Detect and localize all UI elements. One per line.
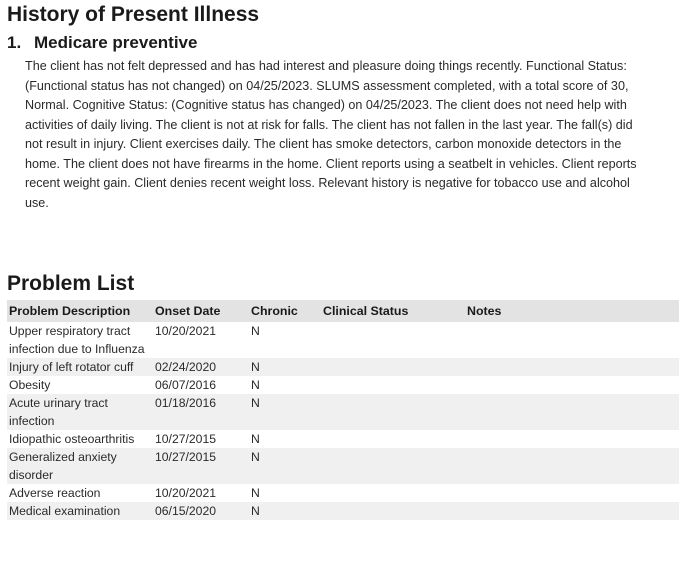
column-header-onset: Onset Date xyxy=(153,300,249,322)
chronic-flag: N xyxy=(251,324,260,338)
onset-date: 10/27/2015 xyxy=(155,432,216,446)
onset-date: 02/24/2020 xyxy=(153,358,249,376)
onset-date: 06/07/2016 xyxy=(155,378,216,392)
chronic-flag: N xyxy=(251,486,260,500)
problem-description: Medical examination xyxy=(7,502,153,520)
table-row xyxy=(7,394,679,430)
chronic-flag: N xyxy=(251,432,260,446)
problem-list-title: Problem List xyxy=(7,272,135,295)
chronic-flag: N xyxy=(249,394,321,430)
table-row xyxy=(7,448,679,484)
history-paragraph: The client has not felt depressed and has had interest and pleasure doing things recently. Functional Status: (Functional status has not changed) on 04/25/2023. SLUMS assessment completed, with a total score of 30, Normal. Cognitive Status: (Cognitive status has changed) on 04/25/2023. The client does not need help with activities of daily living. The client is not at risk for falls. The client has not fallen in the last year. The fall(s) did not result in injury. Client exercises daily. The client has smoke detectors, carbon monoxide detectors in the home. The client does not have firearms in the home. Client reports using a seatbelt in vehicles. Client reports recent weight gain. Client denies recent weight loss. Relevant history is negative for tobacco use and alcohol use. xyxy=(25,59,637,210)
notes xyxy=(465,376,679,394)
notes xyxy=(465,394,679,430)
section-title: Medicare preventive xyxy=(34,33,198,52)
onset-date: 10/20/2021 xyxy=(155,324,216,338)
table-row xyxy=(7,376,679,394)
notes xyxy=(465,484,679,502)
notes xyxy=(465,502,679,520)
clinical-status xyxy=(321,322,465,358)
table-row xyxy=(7,502,679,520)
chronic-flag: N xyxy=(249,448,321,484)
table-header-row xyxy=(7,300,679,322)
section-number: 1. xyxy=(7,33,22,52)
problem-description: Obesity xyxy=(9,378,51,392)
notes xyxy=(465,448,679,484)
clinical-status xyxy=(321,430,465,448)
problem-description: Idiopathic osteoarthritis xyxy=(9,432,135,446)
onset-date: 10/20/2021 xyxy=(155,486,216,500)
problem-description: Adverse reaction xyxy=(9,486,101,500)
table-row xyxy=(7,322,679,358)
clinical-status xyxy=(321,484,465,502)
column-header-description: Problem Description xyxy=(7,300,153,322)
clinical-status xyxy=(321,358,465,376)
clinical-status xyxy=(321,448,465,484)
notes xyxy=(465,358,679,376)
problem-description: Upper respiratory tract infection due to Influenza xyxy=(9,324,145,356)
section-heading xyxy=(7,33,197,53)
clinical-status xyxy=(321,502,465,520)
onset-date: 06/15/2020 xyxy=(153,502,249,520)
clinical-status xyxy=(321,376,465,394)
problem-table xyxy=(7,300,679,520)
table-row xyxy=(7,484,679,502)
notes xyxy=(465,430,679,448)
problem-description: Injury of left rotator cuff xyxy=(7,358,153,376)
chronic-flag: N xyxy=(249,358,321,376)
table-row xyxy=(7,430,679,448)
onset-date: 10/27/2015 xyxy=(153,448,249,484)
column-header-chronic: Chronic xyxy=(249,300,321,322)
column-header-notes: Notes xyxy=(465,300,679,322)
notes xyxy=(465,322,679,358)
column-header-status: Clinical Status xyxy=(321,300,465,322)
problem-description: Acute urinary tract infection xyxy=(7,394,153,430)
chronic-flag: N xyxy=(249,502,321,520)
table-row xyxy=(7,358,679,376)
onset-date: 01/18/2016 xyxy=(153,394,249,430)
history-title: History of Present Illness xyxy=(7,3,260,26)
clinical-status xyxy=(321,394,465,430)
problem-description: Generalized anxiety disorder xyxy=(7,448,153,484)
chronic-flag: N xyxy=(251,378,260,392)
